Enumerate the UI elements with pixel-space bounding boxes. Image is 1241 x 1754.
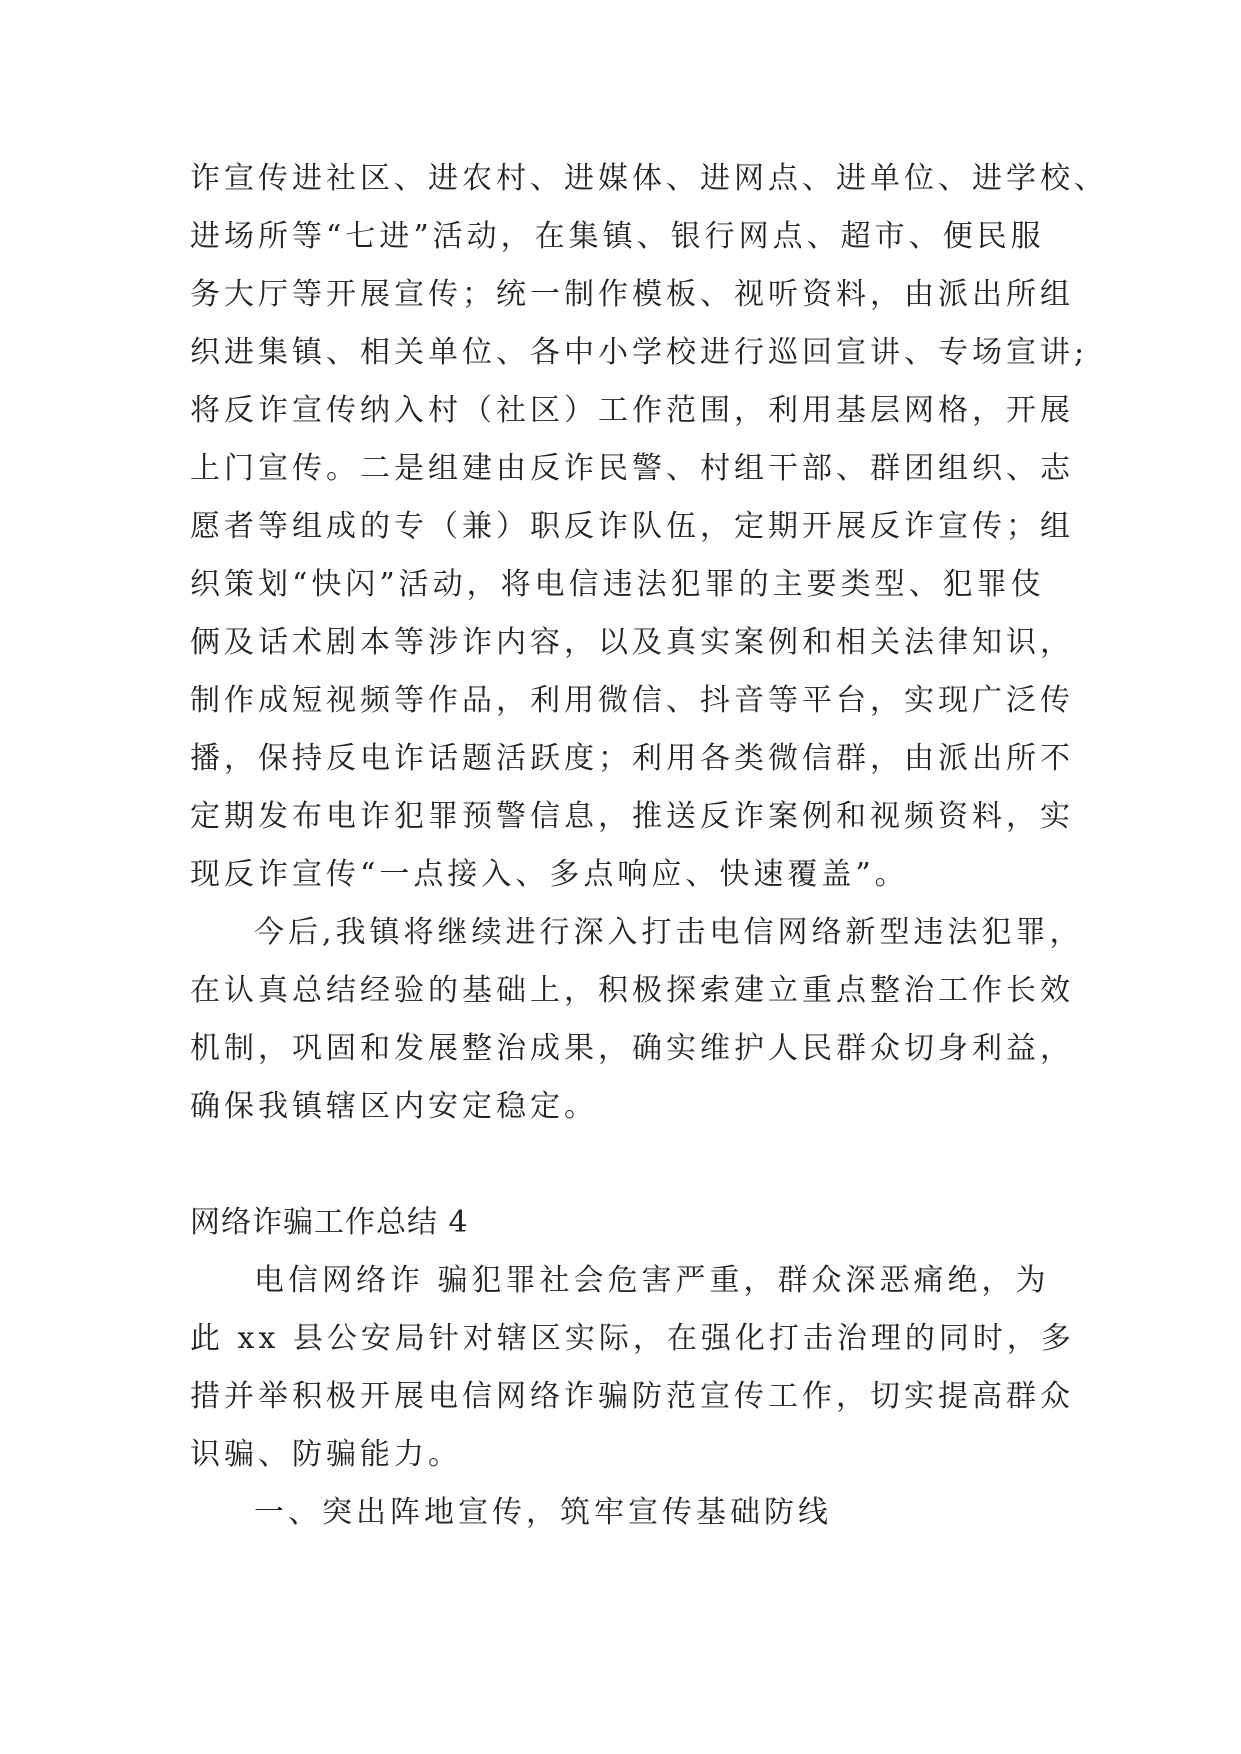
text-line: 识骗、防骗能力。 xyxy=(190,1437,462,1472)
text-line: 织策划“快闪”活动，将电信违法犯罪的主要类型、犯罪伎 xyxy=(190,567,1045,602)
text-line: 制作成短视频等作品，利用微信、抖音等平台，实现广泛传 xyxy=(190,683,1074,718)
text-line: 措并举积极开展电信网络诈骗防范宣传工作，切实提高群众 xyxy=(190,1379,1074,1414)
text-line: 现反诈宣传“一点接入、多点响应、快速覆盖”。 xyxy=(190,857,909,892)
text-line: 此 xx 县公安局针对辖区实际，在强化打击治理的同时，多 xyxy=(190,1321,1075,1356)
text-line: 播，保持反电诈话题活跃度；利用各类微信群，由派出所不 xyxy=(190,741,1074,776)
paragraph-continuation xyxy=(190,150,1108,904)
text-line: 愿者等组成的专（兼）职反诈队伍，定期开展反诈宣传；组 xyxy=(190,509,1074,544)
paragraph-intro xyxy=(190,1252,1075,1484)
text-line: 务大厅等开展宣传；统一制作模板、视听资料，由派出所组 xyxy=(190,277,1074,312)
text-line: 上门宣传。二是组建由反诈民警、村组干部、群团组织、志 xyxy=(190,451,1074,486)
text-line: 诈宣传进社区、进农村、进媒体、进网点、进单位、进学校、 xyxy=(190,161,1108,196)
section-title: 网络诈骗工作总结 4 xyxy=(190,1205,469,1240)
text-line: 在认真总结经验的基础上，积极探索建立重点整治工作长效 xyxy=(190,973,1074,1008)
subheading: 一、突出阵地宣传，筑牢宣传基础防线 xyxy=(254,1495,832,1530)
text-line: 确保我镇辖区内安定稳定。 xyxy=(190,1089,598,1124)
paragraph-conclusion xyxy=(190,904,1084,1136)
text-line: 定期发布电诈犯罪预警信息，推送反诈案例和视频资料，实 xyxy=(190,799,1074,834)
text-line: 进场所等“七进”活动，在集镇、银行网点、超市、便民服 xyxy=(190,219,1045,254)
text-line: 电信网络诈 骗犯罪社会危害严重，群众深恶痛绝，为 xyxy=(254,1263,1050,1298)
text-line: 机制，巩固和发展整治成果，确实维护人民群众切身利益， xyxy=(190,1031,1074,1066)
text-line: 织进集镇、相关单位、各中小学校进行巡回宣讲、专场宣讲; xyxy=(190,335,1089,370)
text-line: 今后,我镇将继续进行深入打击电信网络新型违法犯罪， xyxy=(254,915,1084,950)
document-body xyxy=(190,150,1108,1542)
text-line: 将反诈宣传纳入村（社区）工作范围，利用基层网格，开展 xyxy=(190,393,1074,428)
text-line: 俩及话术剧本等涉诈内容，以及真实案例和相关法律知识， xyxy=(190,625,1074,660)
